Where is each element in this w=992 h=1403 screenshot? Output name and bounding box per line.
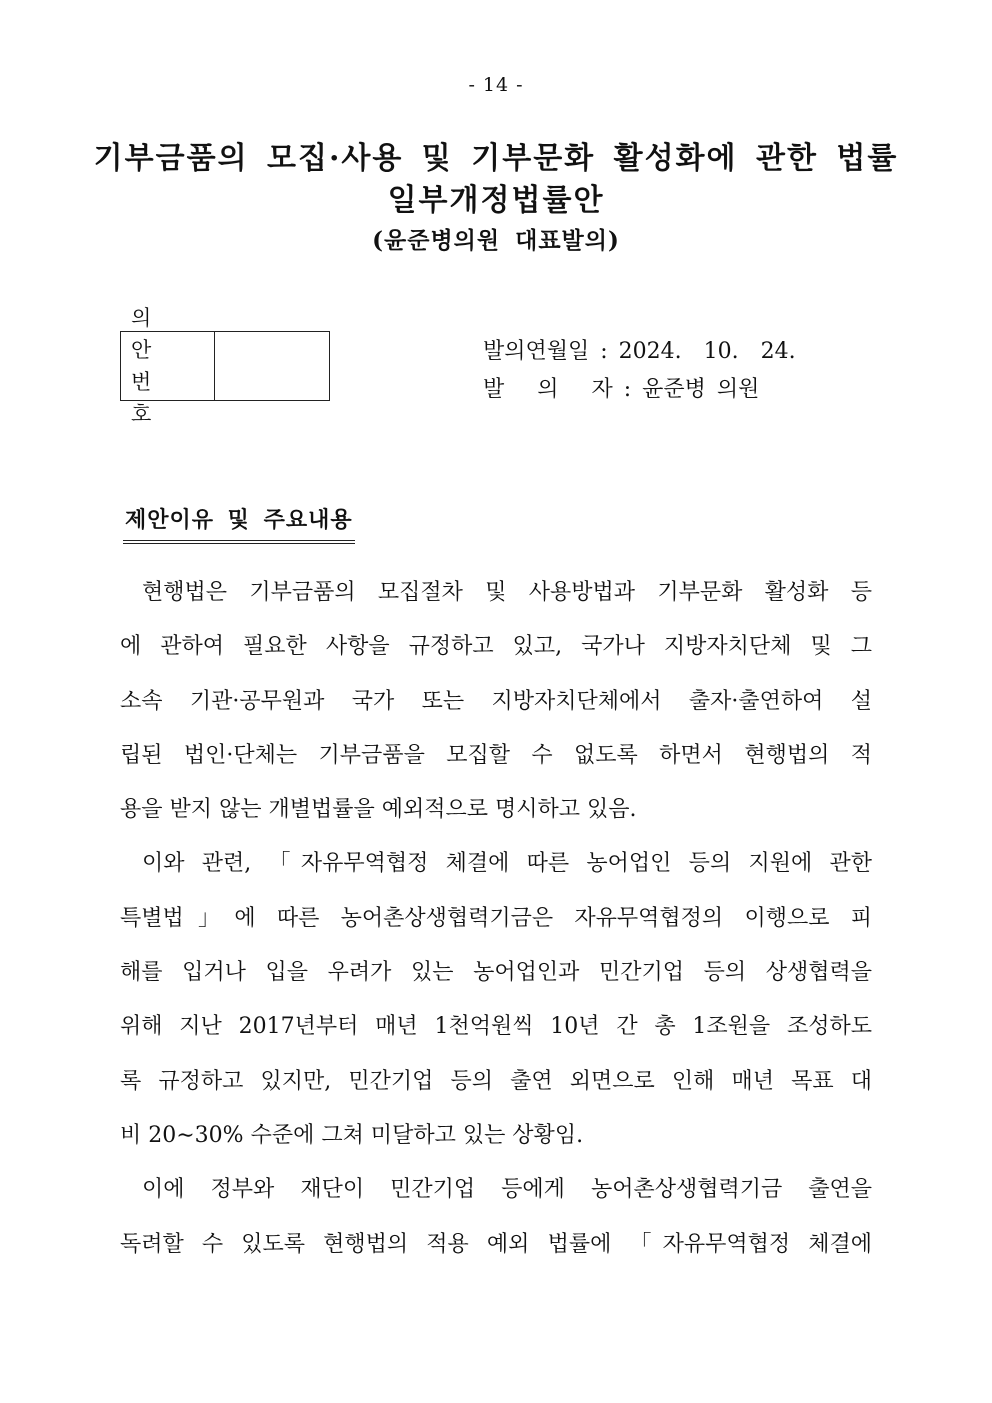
- bill-number-label-line-2: 번 호: [131, 370, 166, 426]
- body-line: 해를 입거나 입을 우려가 있는 농어업인과 민간기업 등의 상생협력을: [120, 960, 872, 986]
- body-line: 특별법」에 따른 농어촌상생협력기금은 자유무역협정의 이행으로 피: [120, 905, 872, 931]
- bill-number-label-line-1: 의 안: [131, 306, 166, 362]
- body-line: 립된 법인·단체는 기부금품을 모집할 수 없도록 하면서 현행법의 적: [120, 742, 872, 768]
- bill-number-value: [215, 332, 329, 400]
- body-line: 비 20∼30% 수준에 그쳐 미달하고 있는 상황임.: [120, 1122, 584, 1148]
- section-heading: 제안이유 및 주요내용: [123, 503, 355, 544]
- body-line: 독려할 수 있도록 현행법의 적용 예외 법률에 「자유무역협정 체결에: [120, 1231, 872, 1257]
- bill-title-line-2: 일부개정법률안: [387, 183, 605, 218]
- bill-number-box: [120, 306, 330, 426]
- proposal-date: 발의연월일 : 2024. 10. 24.: [483, 339, 796, 364]
- body-line: 용을 받지 않는 개별법률을 예외적으로 명시하고 있음.: [120, 797, 637, 823]
- body-line: 이에 정부와 재단이 민간기업 등에게 농어촌상생협력기금 출연을: [142, 1177, 872, 1203]
- body-text: [120, 566, 872, 1272]
- proposer: 발 의 자 : 윤준병 의원: [483, 377, 760, 402]
- body-line: 록 규정하고 있지만, 민간기업 등의 출연 외면으로 인해 매년 목표 대: [120, 1068, 872, 1094]
- bill-title-line-1: 기부금품의 모집·사용 및 기부문화 활성화에 관한 법률: [93, 141, 899, 176]
- body-line: 위해 지난 2017년부터 매년 1천억원씩 10년 간 총 1조원을 조성하도: [120, 1014, 872, 1040]
- body-line: 소속 기관·공무원과 국가 또는 지방자치단체에서 출자·출연하여 설: [120, 688, 872, 714]
- page-number: - 14 -: [468, 74, 524, 96]
- body-line: 현행법은 기부금품의 모집절차 및 사용방법과 기부문화 활성화 등: [142, 580, 872, 605]
- body-line: 에 관하여 필요한 사항을 규정하고 있고, 국가나 지방자치단체 및 그: [120, 634, 872, 660]
- bill-number-label: [121, 306, 215, 426]
- body-line: 이와 관련, 「자유무역협정 체결에 따른 농어업인 등의 지원에 관한: [142, 851, 872, 877]
- bill-sponsor: (윤준병의원 대표발의): [372, 227, 620, 254]
